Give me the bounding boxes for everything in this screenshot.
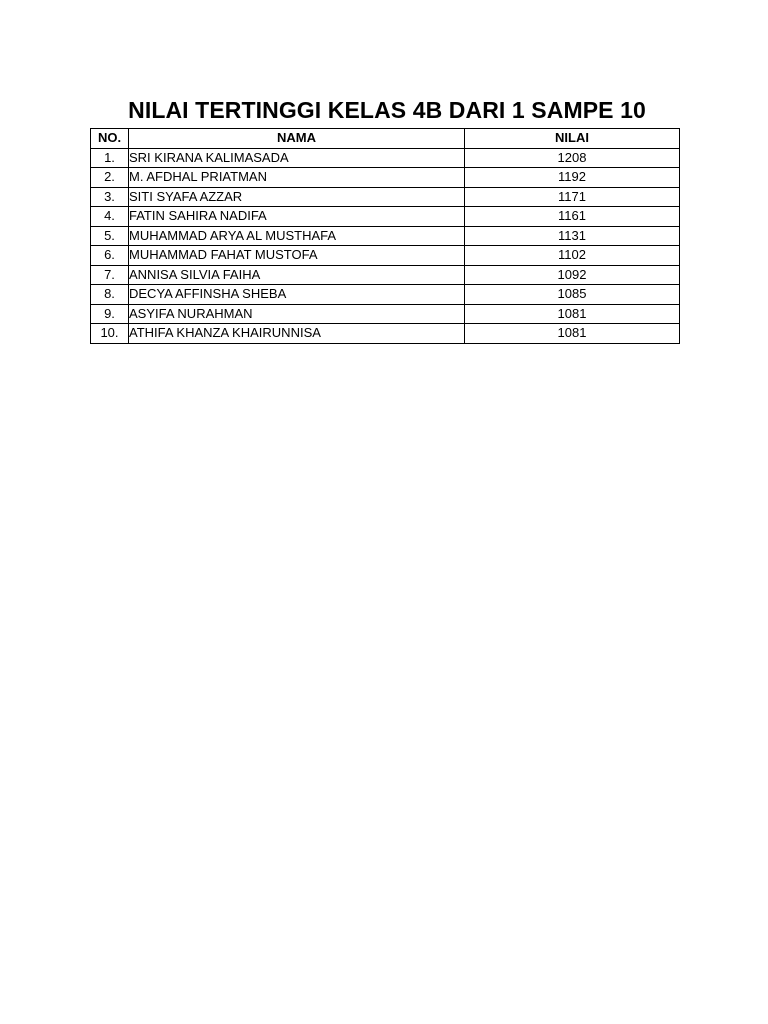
cell-no: 7. bbox=[91, 265, 129, 285]
cell-nama: MUHAMMAD FAHAT MUSTOFA bbox=[129, 246, 465, 266]
cell-nilai: 1208 bbox=[465, 148, 680, 168]
table-row bbox=[91, 148, 680, 168]
table-row bbox=[91, 246, 680, 266]
cell-nama: DECYA AFFINSHA SHEBA bbox=[129, 285, 465, 305]
cell-nama: M. AFDHAL PRIATMAN bbox=[129, 168, 465, 188]
cell-nilai: 1081 bbox=[465, 324, 680, 344]
cell-nilai: 1085 bbox=[465, 285, 680, 305]
cell-nilai: 1192 bbox=[465, 168, 680, 188]
cell-no: 1. bbox=[91, 148, 129, 168]
cell-nama: ASYIFA NURAHMAN bbox=[129, 304, 465, 324]
cell-no: 9. bbox=[91, 304, 129, 324]
cell-nilai: 1131 bbox=[465, 226, 680, 246]
cell-nilai: 1092 bbox=[465, 265, 680, 285]
header-row bbox=[91, 129, 680, 149]
cell-no: 4. bbox=[91, 207, 129, 227]
cell-nama: SITI SYAFA AZZAR bbox=[129, 187, 465, 207]
header-nama: NAMA bbox=[129, 129, 465, 149]
cell-nilai: 1081 bbox=[465, 304, 680, 324]
table-row bbox=[91, 285, 680, 305]
cell-nilai: 1102 bbox=[465, 246, 680, 266]
table-row bbox=[91, 226, 680, 246]
cell-no: 5. bbox=[91, 226, 129, 246]
table-row bbox=[91, 324, 680, 344]
cell-nama: FATIN SAHIRA NADIFA bbox=[129, 207, 465, 227]
table-body bbox=[91, 148, 680, 343]
scores-table bbox=[90, 128, 680, 344]
cell-nama: ANNISA SILVIA FAIHA bbox=[129, 265, 465, 285]
cell-no: 2. bbox=[91, 168, 129, 188]
table-row bbox=[91, 207, 680, 227]
cell-no: 8. bbox=[91, 285, 129, 305]
cell-nilai: 1171 bbox=[465, 187, 680, 207]
cell-nama: SRI KIRANA KALIMASADA bbox=[129, 148, 465, 168]
cell-nama: MUHAMMAD ARYA AL MUSTHAFA bbox=[129, 226, 465, 246]
cell-nilai: 1161 bbox=[465, 207, 680, 227]
header-no: NO. bbox=[91, 129, 129, 149]
table-row bbox=[91, 168, 680, 188]
cell-no: 6. bbox=[91, 246, 129, 266]
header-nilai: NILAI bbox=[465, 129, 680, 149]
table-row bbox=[91, 187, 680, 207]
table-header bbox=[91, 129, 680, 149]
cell-no: 3. bbox=[91, 187, 129, 207]
table-row bbox=[91, 265, 680, 285]
table-row bbox=[91, 304, 680, 324]
page-title: NILAI TERTINGGI KELAS 4B DARI 1 SAMPE 10 bbox=[128, 97, 646, 123]
cell-no: 10. bbox=[91, 324, 129, 344]
cell-nama: ATHIFA KHANZA KHAIRUNNISA bbox=[129, 324, 465, 344]
